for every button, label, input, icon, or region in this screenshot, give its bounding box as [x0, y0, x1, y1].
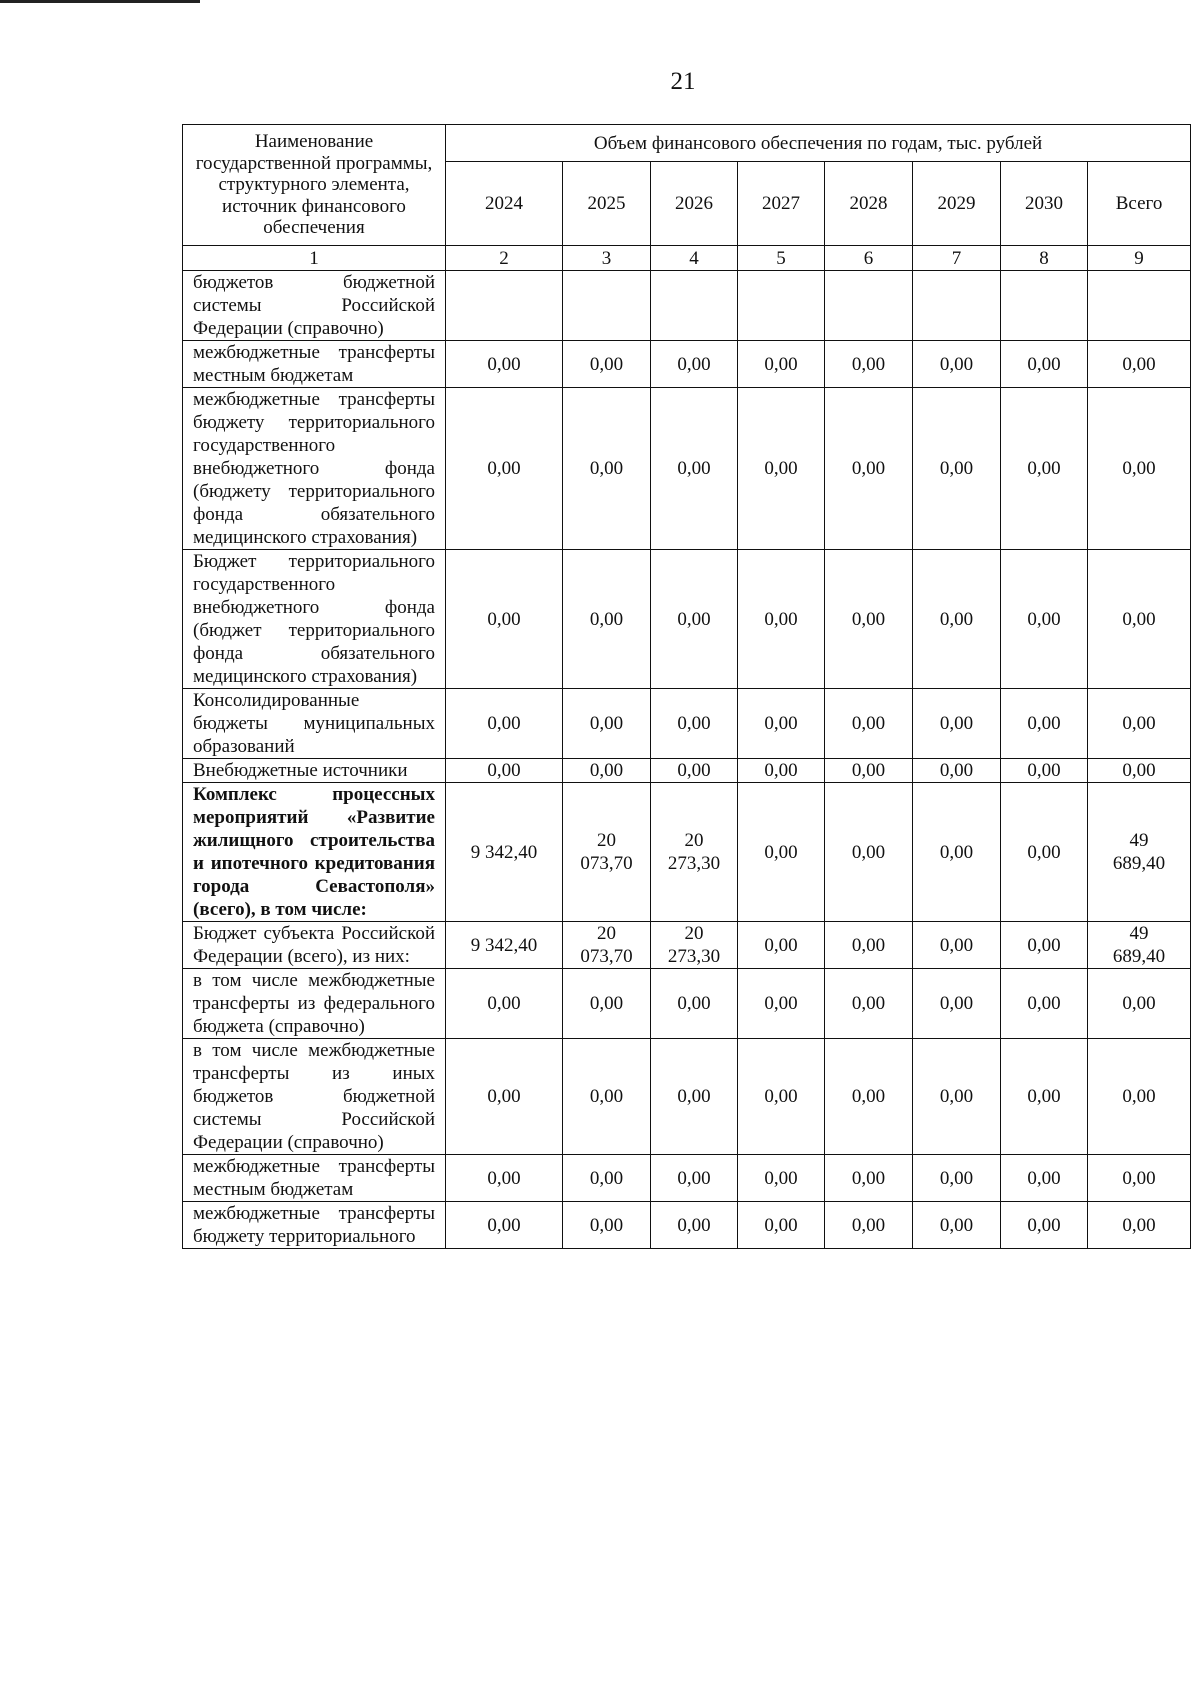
row-value	[913, 271, 1001, 341]
row-value: 0,00	[446, 341, 563, 388]
row-value: 0,00	[651, 969, 738, 1039]
header-total: Всего	[1088, 162, 1191, 246]
row-value	[738, 271, 825, 341]
row-value: 0,00	[1088, 759, 1191, 783]
row-value: 0,00	[1001, 341, 1088, 388]
row-value: 0,00	[563, 689, 651, 759]
row-value: 0,00	[1001, 969, 1088, 1039]
table-row	[183, 1155, 1191, 1202]
column-number: 1	[183, 246, 446, 271]
row-value: 0,00	[913, 388, 1001, 550]
row-value: 20 273,30	[651, 783, 738, 922]
row-value: 0,00	[738, 783, 825, 922]
row-value: 0,00	[1001, 1039, 1088, 1155]
row-value: 0,00	[446, 550, 563, 689]
row-value	[446, 271, 563, 341]
row-value: 0,00	[563, 1202, 651, 1249]
row-value: 0,00	[738, 969, 825, 1039]
row-value: 0,00	[1001, 550, 1088, 689]
header-year: 2029	[913, 162, 1001, 246]
column-number: 2	[446, 246, 563, 271]
row-value: 20 073,70	[563, 922, 651, 969]
row-value: 0,00	[446, 1202, 563, 1249]
row-name: Бюджет субъекта Российской Федерации (всего), из них:	[183, 922, 446, 969]
row-value	[825, 271, 913, 341]
row-value: 0,00	[563, 1155, 651, 1202]
column-number: 8	[1001, 246, 1088, 271]
row-name: Консолидированные бюджеты муниципальных образований	[183, 689, 446, 759]
row-name: Внебюджетные источники	[183, 759, 446, 783]
row-value: 0,00	[913, 783, 1001, 922]
row-name: межбюджетные трансферты бюджету территориального	[183, 1202, 446, 1249]
row-value: 0,00	[1001, 759, 1088, 783]
row-value: 0,00	[1001, 689, 1088, 759]
row-value: 0,00	[563, 969, 651, 1039]
table-row	[183, 689, 1191, 759]
column-number: 9	[1088, 246, 1191, 271]
row-value: 0,00	[446, 969, 563, 1039]
row-name: межбюджетные трансферты местным бюджетам	[183, 341, 446, 388]
row-value: 0,00	[1088, 1039, 1191, 1155]
row-value: 0,00	[651, 689, 738, 759]
row-name: межбюджетные трансферты местным бюджетам	[183, 1155, 446, 1202]
row-value: 0,00	[825, 550, 913, 689]
column-number: 3	[563, 246, 651, 271]
header-year: 2025	[563, 162, 651, 246]
column-number: 5	[738, 246, 825, 271]
table-row	[183, 341, 1191, 388]
table-row	[183, 271, 1191, 341]
header-year: 2026	[651, 162, 738, 246]
row-value: 0,00	[913, 550, 1001, 689]
row-value: 0,00	[738, 1039, 825, 1155]
table-row	[183, 1039, 1191, 1155]
row-value	[1088, 271, 1191, 341]
row-value: 0,00	[1001, 388, 1088, 550]
column-number: 6	[825, 246, 913, 271]
row-value: 0,00	[651, 550, 738, 689]
financing-table	[182, 124, 1191, 1249]
row-value: 0,00	[651, 1155, 738, 1202]
row-value: 0,00	[825, 341, 913, 388]
row-value: 0,00	[563, 1039, 651, 1155]
table-row	[183, 1202, 1191, 1249]
row-value: 0,00	[825, 759, 913, 783]
table-row	[183, 550, 1191, 689]
row-value	[1001, 271, 1088, 341]
row-value: 49 689,40	[1088, 783, 1191, 922]
row-value: 0,00	[825, 783, 913, 922]
row-value: 0,00	[738, 759, 825, 783]
row-value: 20 073,70	[563, 783, 651, 922]
header-year: 2024	[446, 162, 563, 246]
row-value: 0,00	[563, 550, 651, 689]
row-name: межбюджетные трансферты бюджету территориального государственного внебюджетного фонда (бюджету территориального фонда обязательного медицинского страхования)	[183, 388, 446, 550]
column-number: 7	[913, 246, 1001, 271]
row-value: 0,00	[1088, 969, 1191, 1039]
row-value: 0,00	[446, 759, 563, 783]
table-row	[183, 783, 1191, 922]
row-value: 0,00	[913, 689, 1001, 759]
table-row	[183, 759, 1191, 783]
header-year: 2030	[1001, 162, 1088, 246]
row-value: 0,00	[563, 759, 651, 783]
row-value: 0,00	[913, 1039, 1001, 1155]
row-value: 0,00	[825, 1039, 913, 1155]
row-value: 0,00	[913, 759, 1001, 783]
row-value: 0,00	[1088, 388, 1191, 550]
row-name: Бюджет территориального государственного внебюджетного фонда (бюджет территориального фонда обязательного медицинского страхования)	[183, 550, 446, 689]
row-value: 49 689,40	[1088, 922, 1191, 969]
column-numbers-row	[183, 246, 1191, 271]
table-row	[183, 388, 1191, 550]
row-value: 0,00	[738, 1202, 825, 1249]
header-year: 2028	[825, 162, 913, 246]
row-value: 0,00	[738, 1155, 825, 1202]
table-row	[183, 969, 1191, 1039]
row-value: 0,00	[651, 1039, 738, 1155]
row-value: 0,00	[1088, 550, 1191, 689]
row-value: 0,00	[913, 969, 1001, 1039]
row-value: 0,00	[446, 689, 563, 759]
row-value	[651, 271, 738, 341]
row-value	[563, 271, 651, 341]
column-number: 4	[651, 246, 738, 271]
row-value: 0,00	[1088, 689, 1191, 759]
row-value: 0,00	[446, 388, 563, 550]
row-value: 0,00	[651, 1202, 738, 1249]
row-name: в том числе межбюджетные трансферты из федерального бюджета (справочно)	[183, 969, 446, 1039]
row-name: Комплекс процессных мероприятий «Развитие жилищного строительства и ипотечного кредитования города Севастополя» (всего), в том числе:	[183, 783, 446, 922]
row-value: 0,00	[446, 1155, 563, 1202]
header-group-title: Объем финансового обеспечения по годам, тыс. рублей	[446, 125, 1191, 162]
row-value: 0,00	[825, 1202, 913, 1249]
row-value: 0,00	[651, 759, 738, 783]
row-value: 0,00	[825, 969, 913, 1039]
row-value: 0,00	[738, 341, 825, 388]
row-value: 0,00	[1001, 783, 1088, 922]
row-value: 0,00	[738, 689, 825, 759]
header-name-col: Наименование государственной программы, структурного элемента, источник финансового обеспечения	[183, 125, 446, 246]
table-row	[183, 922, 1191, 969]
row-value: 0,00	[1088, 1202, 1191, 1249]
row-value: 20 273,30	[651, 922, 738, 969]
row-value: 0,00	[651, 388, 738, 550]
page-number: 21	[670, 68, 696, 95]
top-scan-rule	[0, 0, 200, 3]
row-value: 0,00	[1001, 1202, 1088, 1249]
row-value: 0,00	[738, 922, 825, 969]
row-value: 0,00	[446, 1039, 563, 1155]
row-value: 0,00	[738, 388, 825, 550]
row-value: 0,00	[913, 1155, 1001, 1202]
header-year: 2027	[738, 162, 825, 246]
header-row-1	[183, 125, 1191, 162]
row-value: 0,00	[913, 922, 1001, 969]
row-value: 0,00	[913, 1202, 1001, 1249]
row-value: 0,00	[563, 341, 651, 388]
row-value: 0,00	[1088, 1155, 1191, 1202]
row-value: 0,00	[825, 922, 913, 969]
row-value: 0,00	[825, 1155, 913, 1202]
row-name: в том числе межбюджетные трансферты из иных бюджетов бюджетной системы Российской Федерации (справочно)	[183, 1039, 446, 1155]
row-value: 9 342,40	[446, 783, 563, 922]
row-value: 0,00	[825, 689, 913, 759]
row-name: бюджетов бюджетной системы Российской Федерации (справочно)	[183, 271, 446, 341]
row-value: 0,00	[651, 341, 738, 388]
row-value: 0,00	[1001, 1155, 1088, 1202]
row-value: 0,00	[1001, 922, 1088, 969]
row-value: 0,00	[738, 550, 825, 689]
row-value: 0,00	[825, 388, 913, 550]
row-value: 0,00	[913, 341, 1001, 388]
row-value: 0,00	[1088, 341, 1191, 388]
row-value: 0,00	[563, 388, 651, 550]
row-value: 9 342,40	[446, 922, 563, 969]
